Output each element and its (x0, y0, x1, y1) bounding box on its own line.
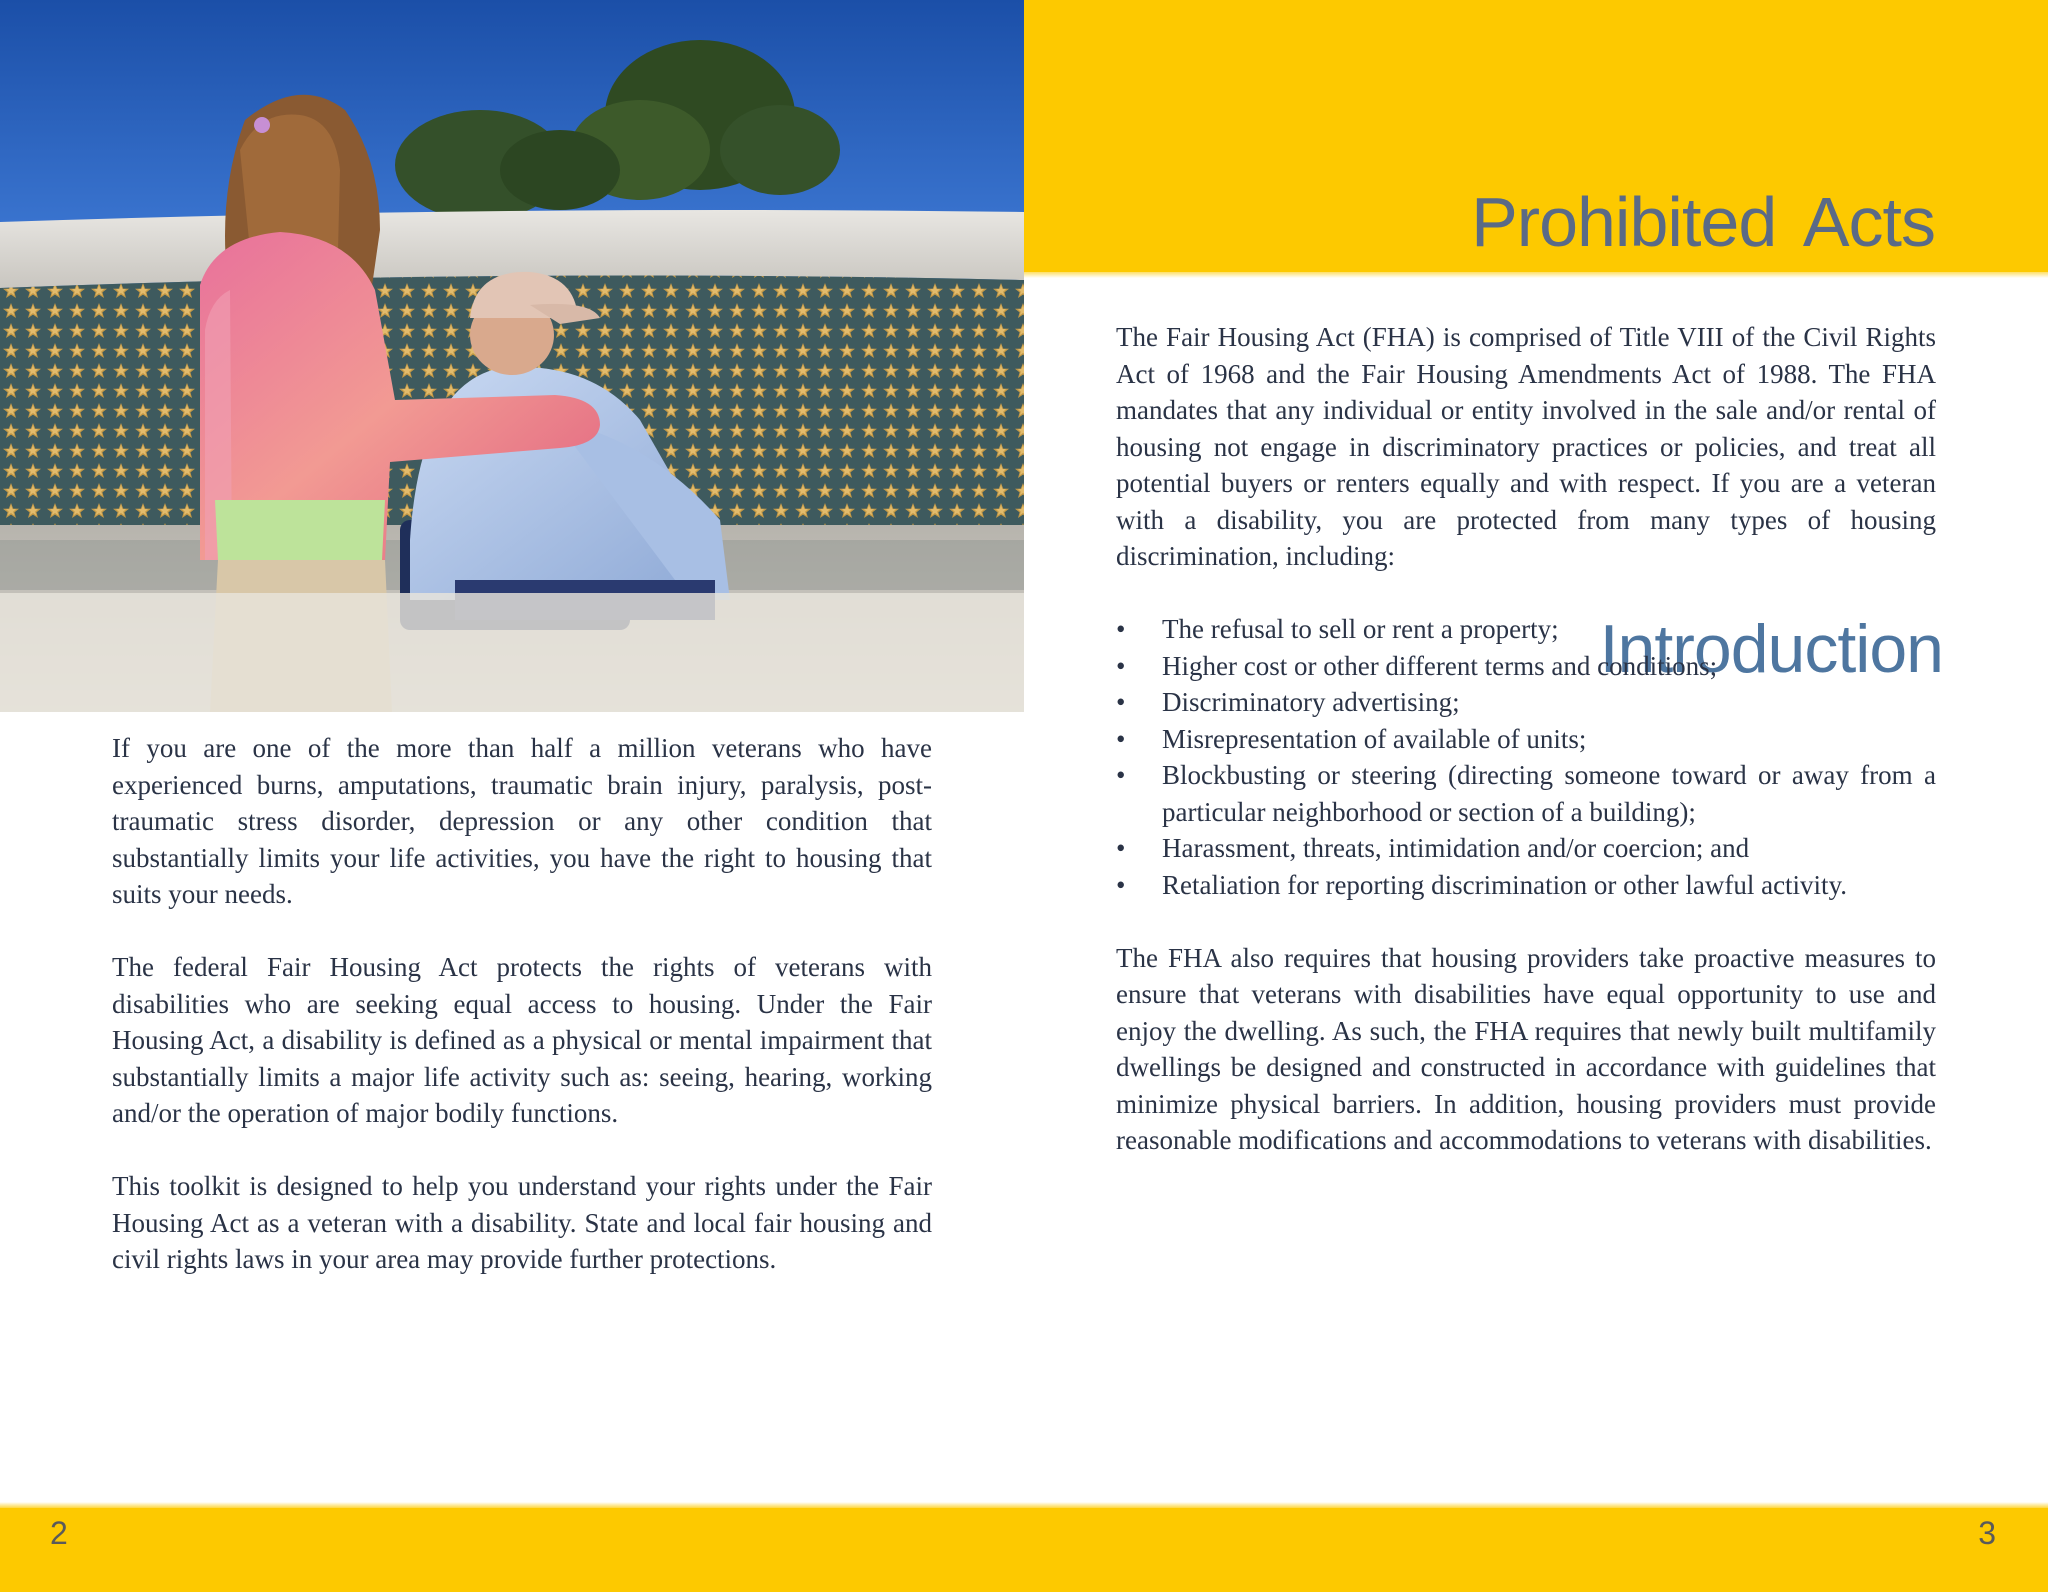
intro-paragraph-3: This toolkit is designed to help you understand your rights under the Fair Housing Act as a veteran with a disability. State and local fair housing and civil rights laws in your area may provide further protections. (112, 1171, 932, 1274)
list-item: • Harassment, threats, intimidation and/or coercion; and (1116, 830, 1936, 867)
fha-closing-paragraph: The FHA also requires that housing providers take proactive measures to ensure that veterans with disabilities have equal opportunity to use and enjoy the dwelling. As such, the FHA requires that newly built multifamily dwellings be designed and constructed in accordance with guidelines that minimize physical barriers. In addition, housing providers must provide reasonable modifications and accommodations to veterans with disabilities. (1116, 942, 1936, 1155)
introduction-body (112, 730, 932, 1314)
fha-intro-paragraph: The Fair Housing Act (FHA) is comprised of Title VIII of the Civil Rights Act of 1968 and the Fair Housing Amendments Act of 1988. The FHA mandates that any individual or entity involved in the sale and/or rental of housing not engage in discriminatory practices or policies, and treat all potential buyers or renters equally and with respect. If you are a veteran with a disability, you are protected from many types of housing discrimination, including: (1116, 322, 1936, 571)
list-item: • Misrepresentation of available of units; (1116, 721, 1936, 758)
introduction-heading: Introduction (1599, 611, 1943, 687)
prohibited-acts-body (1116, 319, 1936, 1195)
list-item: • Higher cost or other different terms and conditions; (1116, 648, 1936, 685)
page-number-left: 2 (50, 1515, 68, 1551)
prohibited-acts-heading: Prohibited Acts (1471, 183, 1935, 261)
prohibited-acts-list (1116, 611, 1936, 903)
list-item: • Retaliation for reporting discrimination or other lawful activity. (1116, 867, 1936, 904)
footer-band (0, 1508, 2048, 1592)
introduction-title-band (0, 593, 1024, 712)
page-number-right: 3 (1978, 1515, 1996, 1551)
list-item: • Blockbusting or steering (directing someone toward or away from a particular neighborhood or section of a building); (1116, 757, 1936, 830)
list-item: • The refusal to sell or rent a property; (1116, 611, 1936, 648)
trees (395, 40, 840, 220)
list-item: • Discriminatory advertising; (1116, 684, 1936, 721)
intro-paragraph-2: The federal Fair Housing Act protects the rights of veterans with disabilities who are seeking equal access to housing. Under the Fair Housing Act, a disability is defined as a physical or mental impairment that substantially limits a major life activity such as: seeing, hearing, working and/or the operation of major bodily functions. (112, 952, 932, 1128)
intro-paragraph-1: If you are one of the more than half a million veterans who have experienced burns, amputations, traumatic brain injury, paralysis, post-traumatic stress disorder, depression or any other condition that substantially limits your life activities, you have the right to housing that suits your needs. (112, 733, 932, 909)
